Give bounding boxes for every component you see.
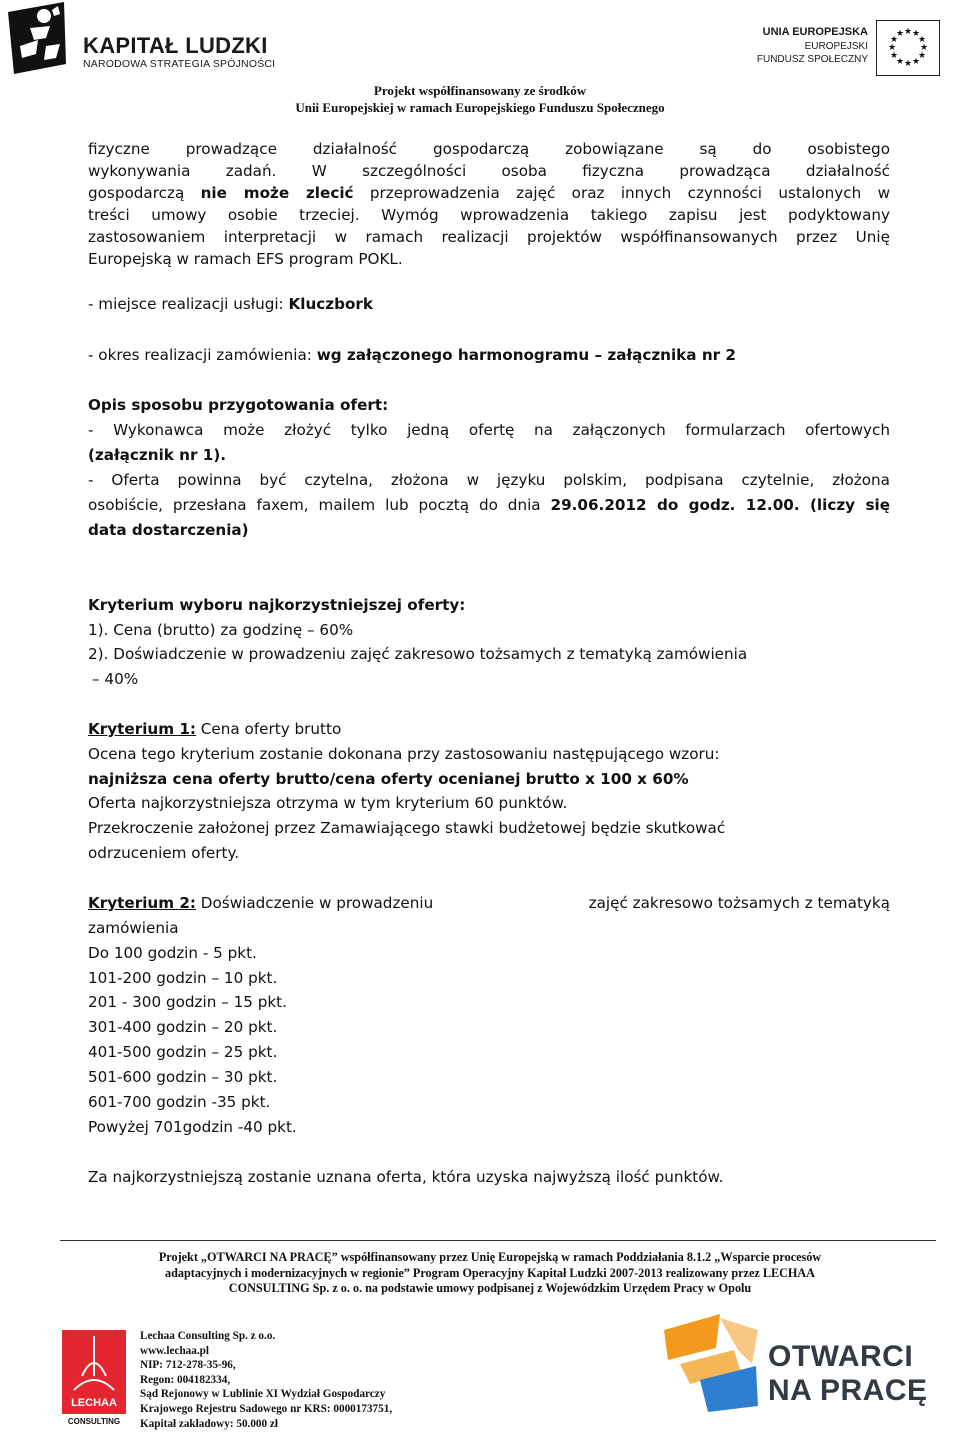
paragraph-line: wykonywania zadań. W szczególności osoba fizyczna prowadząca działalność	[88, 162, 890, 180]
footer-company-info: Lechaa Consulting Sp. z o.o. www.lechaa.pl NIP: 712-278-35-96, Regon: 004182334, Sąd Rejonowy w Lublinie XI Wydział Gospodarczy Krajowego Rejestru Sadowego nr KRS: 0000173751, Kapitał zakładowy: 50.000 zł	[140, 1330, 393, 1430]
eu-logo	[756, 18, 950, 76]
offer-line: data dostarczenia)	[88, 521, 249, 539]
svg-text:★: ★	[911, 29, 921, 39]
lechaa-logo	[62, 1330, 126, 1426]
offer-heading: Opis sposobu przygotowania ofert:	[88, 396, 389, 414]
svg-text:★: ★	[895, 57, 905, 67]
criteria-item: 1). Cena (brutto) za godzinę – 60%	[88, 621, 354, 639]
points-item: 201 - 300 godzin – 15 pkt.	[88, 993, 287, 1011]
points-item: Powyżej 701godzin -40 pkt.	[88, 1118, 297, 1136]
otwarci-label-2: NA PRACĘ	[768, 1374, 928, 1407]
criterion-1-line: Oferta najkorzystniejsza otrzyma w tym kryterium 60 punktów.	[88, 794, 568, 812]
svg-text:★: ★	[887, 43, 897, 53]
criteria-item-weight: – 40%	[92, 670, 139, 688]
otwarci-na-prace-logo	[650, 1310, 940, 1420]
offer-line: - Wykonawca może złożyć tylko jedną ofertę na załączonych formularzach ofertowych	[88, 421, 890, 439]
criterion-1-line: Ocena tego kryterium zostanie dokonana przy zastosowaniu następującego wzoru:	[88, 745, 720, 763]
paragraph-line: zastosowaniem interpretacji w ramach realizacji projektów współfinansowanych przez Unię	[88, 228, 890, 246]
svg-text:★: ★	[917, 35, 927, 45]
criterion-1-title: Kryterium 1: Cena oferty brutto	[88, 720, 342, 738]
points-item: 101-200 godzin – 10 pkt.	[88, 969, 278, 987]
points-item: 401-500 godzin – 25 pkt.	[88, 1043, 278, 1061]
eu-label-1: UNIA EUROPEJSKA	[762, 26, 868, 38]
footer-project-info: Projekt „OTWARCI NA PRACĘ” współfinansowany przez Unię Europejską w ramach Poddziałania 8.1.2 „Wsparcie procesów adaptacyjnych i modernizacyjnych w regionie” Program Operacyjny Kapitał Ludzki 2007-2013 realizowany przez LECHAA CONSULTING Sp. z o. o. na podstawie umowy podpisanej z Wojewódzkim Urzędem Pracy w Opolu	[158, 1250, 822, 1295]
criterion-1-line: Przekroczenie założonej przez Zamawiającego stawki budżetowej będzie skutkować	[88, 819, 726, 837]
eu-stars-icon	[877, 21, 939, 75]
offer-line: osobiście, przesłana faxem, mailem lub pocztą do dnia 29.06.2012 do godz. 12.00. (liczy się	[88, 496, 890, 514]
points-item: 501-600 godzin – 30 pkt.	[88, 1068, 278, 1086]
svg-text:★: ★	[889, 51, 899, 61]
closing-line: Za najkorzystniejszą zostanie uznana oferta, która uzyska najwyższą ilość punktów.	[88, 1168, 724, 1186]
criterion-1-line: odrzuceniem oferty.	[88, 844, 240, 862]
paragraph-line: Europejską w ramach EFS program POKL.	[88, 250, 403, 268]
svg-text:★: ★	[911, 57, 921, 67]
kapital-ludzki-logo	[0, 0, 300, 80]
points-item: 601-700 godzin -35 pkt.	[88, 1093, 271, 1111]
period-line: - okres realizacji zamówienia: wg załączonego harmonogramu – załącznika nr 2	[88, 346, 736, 364]
eu-flag-icon	[876, 20, 940, 76]
criterion-1-formula: najniższa cena oferty brutto/cena oferty ocenianej brutto x 100 x 60%	[88, 770, 689, 788]
svg-text:★: ★	[917, 51, 927, 61]
otwarci-emblem-icon	[650, 1310, 770, 1420]
place-line: - miejsce realizacji usługi: Kluczbork	[88, 295, 374, 313]
criteria-item: 2). Doświadczenie w prowadzeniu zajęć zakresowo tożsamych z tematyką zamówienia	[88, 645, 748, 663]
svg-text:LECHAA: LECHAA	[71, 1397, 117, 1409]
kapital-ludzki-emblem-icon	[6, 2, 70, 76]
points-item: 301-400 godzin – 20 pkt.	[88, 1018, 278, 1036]
logo-title: KAPITAŁ LUDZKI	[83, 33, 268, 58]
logo-subtitle: NARODOWA STRATEGIA SPÓJNOŚCI	[83, 58, 276, 70]
criterion-2-title-cont: zamówienia	[88, 919, 179, 937]
svg-text:★: ★	[903, 27, 913, 37]
paragraph-line: fizyczne prowadzące działalność gospodarczą zobowiązane są do osobistego	[88, 140, 890, 158]
svg-text:CONSULTING: CONSULTING	[67, 1417, 121, 1426]
offer-line: - Oferta powinna być czytelna, złożona w języku polskim, podpisana czytelnie, złożona	[88, 471, 890, 489]
otwarci-label-1: OTWARCI	[768, 1340, 914, 1373]
criterion-2-title: Kryterium 2: Doświadczenie w prowadzeniu zajęć zakresowo tożsamych z tematyką	[88, 894, 890, 912]
cofinance-line-1: Projekt współfinansowany ze środków	[373, 83, 587, 98]
paragraph-line: treści umowy osobie trzeciej. Wymóg wprowadzenia takiego zapisu jest podyktowany	[88, 206, 890, 224]
eu-label-2: EUROPEJSKI	[804, 41, 868, 52]
footer-divider	[60, 1240, 936, 1241]
paragraph-line: gospodarczą nie może zlecić przeprowadzenia zajęć oraz innych czynności ustalonych w	[88, 184, 890, 202]
svg-text:★: ★	[895, 29, 905, 39]
svg-text:★: ★	[919, 43, 929, 53]
svg-text:★: ★	[889, 35, 899, 45]
cofinance-line-2: Unii Europejskiej w ramach Europejskiego Funduszu Społecznego	[295, 100, 665, 115]
criteria-heading: Kryterium wyboru najkorzystniejszej oferty:	[88, 596, 466, 614]
points-item: Do 100 godzin - 5 pkt.	[88, 944, 257, 962]
svg-text:★: ★	[903, 59, 913, 69]
eu-label-3: FUNDUSZ SPOŁECZNY	[756, 54, 868, 65]
lechaa-logo-icon	[62, 1330, 126, 1426]
offer-line: (załącznik nr 1).	[88, 446, 227, 464]
